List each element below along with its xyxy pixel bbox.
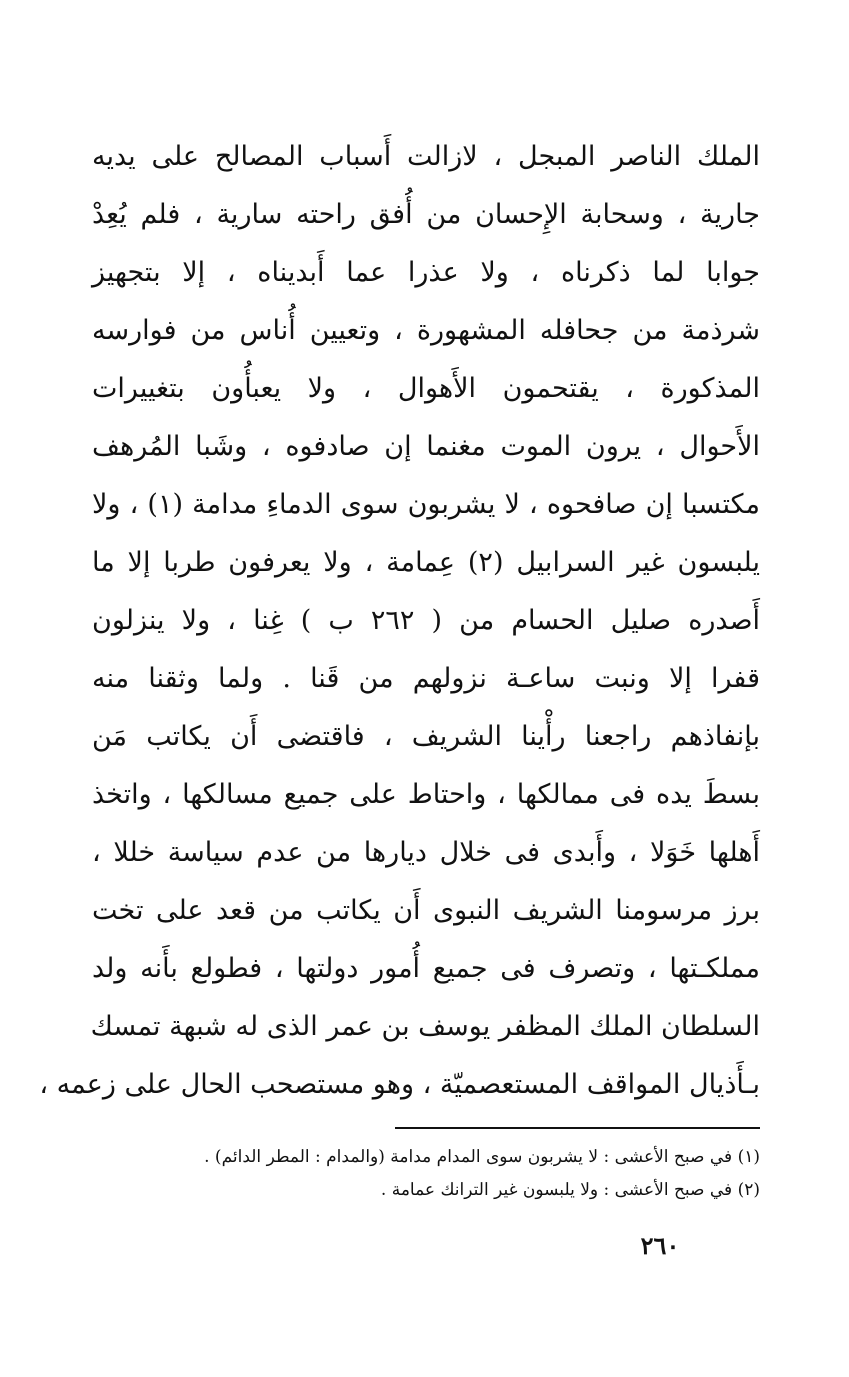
text-line-4: شرذمة من جحافله المشهورة ، وتعيين أُناس من فوارسه xyxy=(92,315,760,346)
text-line-17: بـأَذيال المواقف المستعصميّة ، وهو مستصحب الحال على زعمه ، xyxy=(39,1069,760,1100)
text-line-10: قفرا إلا ونبت ساعـة نزولهم من قَنا . ولما وثقنا منه xyxy=(92,663,760,694)
text-line-14: برز مرسومنا الشريف النبوى أَن يكاتب من قعد على تخت xyxy=(92,895,760,926)
text-line-5: المذكورة ، يقتحمون الأَهوال ، ولا يعبأُون بتغييرات xyxy=(92,373,760,404)
text-line-11: بإنفاذهم راجعنا رأْينا الشريف ، فاقتضى أَن يكاتب مَن xyxy=(92,721,760,752)
text-line-2: جارية ، وسحابة الإِحسان من أُفق راحته سارية ، فلم يُعِدْ xyxy=(92,199,760,230)
text-line-13: أَهلها خَوَلا ، وأَبدى فى خلال ديارها من عدم سياسة خللا ، xyxy=(92,837,760,868)
page-number: ٢٦٠ xyxy=(640,1231,680,1260)
text-line-16: السلطان الملك المظفر يوسف بن عمر الذى له شبهة تمسك xyxy=(90,1011,760,1042)
text-line-6: الأَحوال ، يرون الموت مغنما إن صادفوه ، وشَبا المُرهف xyxy=(92,431,760,462)
text-line-9: أَصدره صليل الحسام من ( ٢٦٢ ب ) غِنا ، ولا ينزلون xyxy=(92,605,760,636)
main-text-block xyxy=(39,128,761,1114)
footnote-2: (٢) في صبح الأعشى : ولا يلبسون غير الترانك عمامة . xyxy=(380,1180,760,1200)
text-line-12: بسطَ يده فى ممالكها ، واحتاط على جميع مسالكها ، واتخذ xyxy=(92,779,760,810)
text-line-8: يلبسون غير السرابيل (٢) عِمامة ، ولا يعرفون طربا إلا ما xyxy=(92,547,760,578)
footnotes xyxy=(150,1141,760,1207)
footnote-separator xyxy=(395,1127,760,1129)
text-line-3: جوابا لما ذكرناه ، ولا عذرا عما أَبديناه ، إلا بتجهيز xyxy=(92,257,760,288)
text-line-7: مكتسبا إن صافحوه ، لا يشربون سوى الدماءِ مدامة (١) ، ولا xyxy=(92,489,761,520)
text-line-15: مملكـتها ، وتصرف فى جميع أُمور دولتها ، فطولع بأَنه ولد xyxy=(92,953,760,984)
footnote-1: (١) في صبح الأعشى : لا يشربون سوى المدام مدامة (والمدام : المطر الدائم) . xyxy=(204,1147,760,1167)
text-line-1: الملك الناصر المبجل ، لازالت أَسباب المصالح على يديه xyxy=(92,141,760,172)
